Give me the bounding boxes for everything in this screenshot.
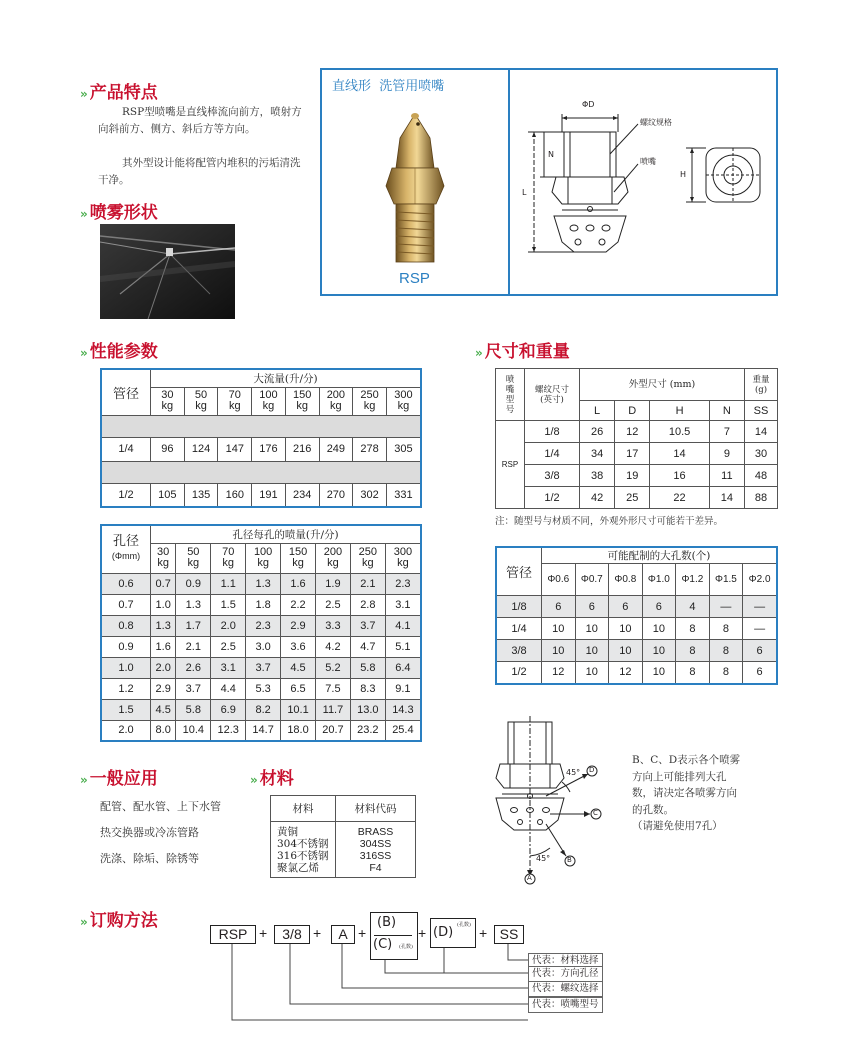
- pressure-value: 250: [358, 546, 378, 558]
- dim-value-cell: 17: [615, 443, 650, 465]
- dim-col-header: D: [615, 401, 650, 421]
- hole-flow-cell: 2.1: [176, 636, 211, 657]
- hole-diameter-cell: 1.5: [101, 699, 151, 720]
- hole-flow-cell: 3.7: [176, 678, 211, 699]
- hole-count-col-header: Φ2.0: [743, 564, 777, 596]
- hole-count-cell: 12: [542, 662, 576, 684]
- application-item: 配管、配水管、上下水管: [100, 800, 221, 813]
- pressure-unit: kg: [397, 400, 410, 412]
- hole-count-cell: 6: [743, 640, 777, 662]
- hole-flow-cell: 8.0: [151, 720, 176, 741]
- hole-flow-cell: 2.8: [350, 594, 385, 615]
- section-marker-icon: »: [80, 346, 86, 360]
- section-marker-icon: »: [475, 346, 481, 360]
- section-marker-icon: »: [80, 207, 86, 221]
- dim-label-N: N: [548, 150, 554, 159]
- dim-value-cell: 88: [745, 487, 778, 509]
- hole-flow-cell: 10.4: [176, 720, 211, 741]
- hole-flow-cell: 8.2: [246, 699, 281, 720]
- flow-cell: 105: [151, 483, 185, 507]
- pressure-value: 200: [326, 389, 346, 401]
- section-marker-icon: »: [250, 773, 256, 787]
- hole-count-pipe-header: 管径: [496, 547, 542, 596]
- flow-cell: 216: [285, 437, 319, 461]
- hole-count-cell: 8: [676, 640, 710, 662]
- hole-count-cell: 10: [642, 618, 676, 640]
- hole-flow-cell: 11.7: [315, 699, 350, 720]
- pressure-unit: kg: [228, 400, 241, 412]
- materials-header-name: 材料: [271, 796, 336, 822]
- order-label-model: 代表：喷嘴型号: [528, 997, 603, 1013]
- label-nozzle: 喷嘴: [640, 157, 656, 166]
- hole-flow-cell: 2.6: [176, 657, 211, 678]
- flow-cell: 331: [386, 483, 421, 507]
- hole-flow-cell: 3.1: [385, 594, 421, 615]
- hole-count-cell: —: [709, 596, 743, 618]
- materials-header-code: 材料代码: [336, 796, 416, 822]
- features-paragraph-1: RSP型喷嘴是直线棒流向前方，喷射方向斜前方、侧方、斜后方等方向。: [98, 106, 302, 135]
- flow-cell: 176: [252, 437, 286, 461]
- direction-D-label: D: [589, 766, 595, 774]
- section-title-spray: » 喷雾形状: [80, 203, 158, 223]
- dim-table-thread-header: 螺纹尺寸 (英寸): [525, 369, 580, 421]
- hole-count-cell: —: [743, 618, 777, 640]
- hole-flow-cell: 4.7: [350, 636, 385, 657]
- order-box-bc: (B) (C) (孔数): [370, 912, 418, 960]
- hole-count-cell: 4: [676, 596, 710, 618]
- angle-label-bottom: 45°: [536, 854, 551, 863]
- hole-diameter-cell: 0.8: [101, 615, 151, 636]
- hole-count-cell: 6: [575, 596, 609, 618]
- order-label-material: 代表：材料选择: [528, 953, 603, 969]
- hole-flow-cell: 5.3: [246, 678, 281, 699]
- hole-flow-cell: 1.6: [151, 636, 176, 657]
- pressure-unit: kg: [362, 557, 374, 569]
- hole-flow-cell: 6.5: [281, 678, 316, 699]
- pressure-unit: kg: [330, 400, 342, 412]
- features-paragraph-2: 其外型设计能将配管内堆积的污垢清洗干净。: [98, 157, 301, 186]
- hole-count-cell: 10: [542, 640, 576, 662]
- flow-table-pipe-header: 管径: [101, 369, 151, 415]
- dim-value-cell: 26: [580, 421, 615, 443]
- hole-flow-cell: 2.9: [151, 678, 176, 699]
- pressure-value: 30: [157, 546, 170, 558]
- hole-flow-cell: 2.5: [211, 636, 246, 657]
- hole-flow-cell: 18.0: [281, 720, 316, 741]
- flow-cell: 124: [184, 437, 218, 461]
- dim-col-header: L: [580, 401, 615, 421]
- hole-flow-cell: 6.4: [385, 657, 421, 678]
- order-plus: +: [358, 925, 367, 941]
- dim-label-H: H: [680, 170, 687, 179]
- hole-flow-cell: 14.7: [246, 720, 281, 741]
- dim-value-cell: 11: [709, 465, 744, 487]
- hole-flow-cell: 2.5: [315, 594, 350, 615]
- hole-count-group-header: 可能配制的大孔数(个): [542, 547, 778, 564]
- order-plus: +: [313, 925, 322, 941]
- dim-value-cell: 14: [709, 487, 744, 509]
- hole-count-cell: 8: [676, 618, 710, 640]
- dim-value-cell: 34: [580, 443, 615, 465]
- pressure-unit: kg: [222, 557, 235, 569]
- hole-count-col-header: Φ0.6: [542, 564, 576, 596]
- pressure-value: 70: [228, 389, 241, 401]
- angle-label-top: 45°: [566, 768, 581, 777]
- order-plus: +: [418, 925, 427, 941]
- dim-label-L: L: [522, 188, 527, 197]
- hole-diameter-cell: 0.6: [101, 573, 151, 594]
- hole-count-cell: 10: [575, 640, 609, 662]
- dim-value-cell: 16: [650, 465, 709, 487]
- dim-col-header: N: [709, 401, 744, 421]
- order-label-thread: 代表：螺纹选择: [528, 981, 603, 997]
- pressure-value: 150: [292, 389, 312, 401]
- dim-thread-cell: 1/8: [525, 421, 580, 443]
- hole-flow-cell: 0.9: [176, 573, 211, 594]
- flow-cell: 96: [151, 437, 185, 461]
- hole-table-group-header: 孔径每孔的喷量(升/分): [151, 525, 422, 543]
- hole-flow-cell: 2.3: [246, 615, 281, 636]
- section-title-dimensions: » 尺寸和重量: [475, 342, 570, 362]
- hole-count-cell: —: [743, 596, 777, 618]
- hole-count-cell: 12: [609, 662, 643, 684]
- hole-flow-cell: 4.1: [385, 615, 421, 636]
- hole-count-cell: 6: [642, 596, 676, 618]
- flow-cell: 278: [353, 437, 387, 461]
- order-box-size: 3/8: [274, 925, 310, 944]
- dim-value-cell: 7: [709, 421, 744, 443]
- dim-value-cell: 25: [615, 487, 650, 509]
- hole-flow-cell: 1.5: [211, 594, 246, 615]
- label-thread-spec: 螺纹规格: [640, 118, 672, 127]
- dim-label-phiD: ΦD: [582, 100, 595, 109]
- hole-flow-cell: 1.0: [151, 594, 176, 615]
- dim-value-cell: 14: [745, 421, 778, 443]
- hole-flow-cell: 4.4: [211, 678, 246, 699]
- flow-cell: 191: [252, 483, 286, 507]
- pressure-value: 100: [259, 389, 278, 401]
- pressure-value: 70: [222, 546, 235, 558]
- order-c-label: (C): [373, 937, 393, 952]
- dim-table-outer-header: 外型尺寸 (mm): [580, 369, 745, 401]
- hole-flow-cell: 25.4: [385, 720, 421, 741]
- hole-flow-cell: 1.6: [281, 573, 316, 594]
- hole-count-cell: 6: [542, 596, 576, 618]
- dim-value-cell: 48: [745, 465, 778, 487]
- flow-cell: 305: [386, 437, 421, 461]
- hole-count-col-header: Φ1.2: [676, 564, 710, 596]
- application-item: 洗涤、除垢、除锈等: [100, 852, 199, 865]
- hole-flow-cell: 9.1: [385, 678, 421, 699]
- order-box-a: A: [331, 925, 355, 944]
- section-title-materials: » 材料: [250, 769, 294, 789]
- hole-flow-cell: 4.5: [281, 657, 316, 678]
- hole-flow-cell: 10.1: [281, 699, 316, 720]
- hole-diameter-cell: 1.0: [101, 657, 151, 678]
- dim-value-cell: 19: [615, 465, 650, 487]
- hole-count-col-header: Φ1.5: [709, 564, 743, 596]
- order-box-d: (D) (孔数): [430, 918, 476, 948]
- hole-table-header: 孔径 (Φmm): [101, 525, 151, 573]
- flow-cell: 135: [184, 483, 218, 507]
- dim-value-cell: 22: [650, 487, 709, 509]
- order-b-label: (B): [377, 915, 397, 930]
- product-title: 直线形 洗管用喷嘴: [332, 79, 445, 94]
- hole-flow-cell: 14.3: [385, 699, 421, 720]
- dim-value-cell: 12: [615, 421, 650, 443]
- section-marker-icon: »: [80, 915, 86, 929]
- flow-cell: 270: [319, 483, 353, 507]
- pressure-unit: kg: [157, 557, 169, 569]
- order-box-rsp: RSP: [210, 925, 256, 944]
- pressure-unit: kg: [262, 400, 275, 412]
- hole-count-cell: 10: [642, 662, 676, 684]
- hole-count-col-header: Φ0.8: [609, 564, 643, 596]
- section-title-performance: » 性能参数: [80, 342, 158, 362]
- hole-flow-cell: 7.5: [315, 678, 350, 699]
- product-model-label: RSP: [399, 270, 430, 287]
- hole-flow-cell: 1.3: [151, 615, 176, 636]
- hole-flow-cell: 1.8: [246, 594, 281, 615]
- dim-table-weight-header: 重量 (g): [745, 369, 778, 401]
- section-title-ordering: » 订购方法: [80, 911, 158, 931]
- hole-count-cell: 8: [709, 662, 743, 684]
- hole-count-cell: 10: [542, 618, 576, 640]
- dim-col-header: H: [650, 401, 709, 421]
- pressure-unit: kg: [257, 557, 269, 569]
- dim-value-cell: 10.5: [650, 421, 709, 443]
- flow-cell: 160: [218, 483, 252, 507]
- hole-flow-cell: 4.2: [315, 636, 350, 657]
- dim-table-model-header: 喷嘴型号: [496, 369, 525, 421]
- pressure-value: 300: [393, 546, 413, 558]
- pressure-unit: kg: [195, 400, 207, 412]
- hole-flow-cell: 3.7: [350, 615, 385, 636]
- hole-flow-cell: 2.3: [385, 573, 421, 594]
- pressure-unit: kg: [161, 400, 174, 412]
- hole-count-cell: 6: [609, 596, 643, 618]
- materials-names: 黄铜 304不锈钢 316不锈钢 聚氯乙烯: [271, 822, 336, 878]
- hole-flow-cell: 13.0: [350, 699, 385, 720]
- hole-flow-cell: 3.1: [211, 657, 246, 678]
- hole-count-cell: 10: [609, 640, 643, 662]
- hole-diameter-cell: 2.0: [101, 720, 151, 741]
- pressure-unit: kg: [363, 400, 376, 412]
- hole-flow-cell: 1.9: [315, 573, 350, 594]
- pressure-value: 100: [253, 546, 273, 558]
- dim-value-cell: 38: [580, 465, 615, 487]
- materials-codes: BRASS 304SS 316SS F4: [336, 822, 416, 878]
- order-box-ss: SS: [494, 925, 524, 944]
- dim-model-cell: RSP: [496, 421, 525, 509]
- flow-table-group-header: 大流量(升/分): [151, 369, 422, 387]
- flow-cell: 234: [285, 483, 319, 507]
- pressure-unit: kg: [327, 557, 339, 569]
- hole-count-cell: 10: [575, 662, 609, 684]
- direction-A-label: A: [527, 874, 532, 882]
- hole-flow-cell: 2.0: [151, 657, 176, 678]
- hole-flow-cell: 2.0: [211, 615, 246, 636]
- hole-flow-cell: 2.1: [350, 573, 385, 594]
- hole-count-size-cell: 1/2: [496, 662, 542, 684]
- hole-flow-cell: 3.7: [246, 657, 281, 678]
- hole-flow-cell: 5.8: [350, 657, 385, 678]
- hole-flow-cell: 5.1: [385, 636, 421, 657]
- hole-flow-cell: 1.1: [211, 573, 246, 594]
- hole-flow-cell: 8.3: [350, 678, 385, 699]
- hole-flow-cell: 1.7: [176, 615, 211, 636]
- hole-count-col-header: Φ0.7: [575, 564, 609, 596]
- hole-count-size-cell: 1/4: [496, 618, 542, 640]
- order-plus: +: [259, 925, 268, 941]
- dim-value-cell: 30: [745, 443, 778, 465]
- section-marker-icon: »: [80, 773, 86, 787]
- hole-flow-cell: 5.8: [176, 699, 211, 720]
- pressure-unit: kg: [292, 557, 304, 569]
- hole-flow-cell: 0.7: [151, 573, 176, 594]
- dim-thread-cell: 1/2: [525, 487, 580, 509]
- hole-flow-cell: 6.9: [211, 699, 246, 720]
- dim-value-cell: 42: [580, 487, 615, 509]
- pressure-unit: kg: [187, 557, 200, 569]
- application-item: 热交换器或冷冻管路: [100, 826, 199, 839]
- section-title-applications: » 一般应用: [80, 769, 158, 789]
- hole-flow-cell: 1.3: [176, 594, 211, 615]
- hole-flow-cell: 2.9: [281, 615, 316, 636]
- hole-flow-cell: 12.3: [211, 720, 246, 741]
- section-marker-icon: »: [80, 87, 86, 101]
- direction-C-label: C: [593, 809, 598, 817]
- section-title-features: » 产品特点: [80, 83, 158, 103]
- flow-row-size: 1/2: [101, 483, 151, 507]
- flow-cell: 249: [319, 437, 353, 461]
- hole-count-cell: 10: [642, 640, 676, 662]
- hole-flow-cell: 3.0: [246, 636, 281, 657]
- order-plus: +: [479, 925, 488, 941]
- hole-count-cell: 8: [676, 662, 710, 684]
- dimension-note: 注：随型号与材质不同，外观外形尺寸可能若干差异。: [495, 516, 724, 527]
- pressure-value: 200: [323, 546, 343, 558]
- flow-cell: 147: [218, 437, 252, 461]
- dim-thread-cell: 3/8: [525, 465, 580, 487]
- hole-count-size-cell: 1/8: [496, 596, 542, 618]
- pressure-value: 50: [187, 546, 200, 558]
- hole-count-size-cell: 3/8: [496, 640, 542, 662]
- hole-diameter-cell: 0.9: [101, 636, 151, 657]
- dim-thread-cell: 1/4: [525, 443, 580, 465]
- pressure-value: 300: [394, 389, 413, 401]
- pressure-value: 50: [194, 389, 208, 401]
- hole-flow-cell: 2.2: [281, 594, 316, 615]
- direction-explanation: B、C、D表示各个喷雾 方向上可能排列大孔 数，请决定各喷雾方向 的孔数。 （请避免使用7孔）: [632, 754, 741, 832]
- hole-count-cell: 8: [709, 618, 743, 640]
- flow-row-size: 1/4: [101, 437, 151, 461]
- hole-flow-cell: 3.6: [281, 636, 316, 657]
- hole-count-col-header: Φ1.0: [642, 564, 676, 596]
- hole-count-cell: 6: [743, 662, 777, 684]
- hole-flow-cell: 3.3: [315, 615, 350, 636]
- hole-flow-cell: 1.3: [246, 573, 281, 594]
- order-label-direction: 代表：方向孔径: [528, 966, 603, 982]
- order-d-label: (D): [433, 925, 454, 940]
- dim-col-header: SS: [745, 401, 778, 421]
- direction-B-label: B: [567, 856, 572, 864]
- hole-count-cell: 8: [709, 640, 743, 662]
- pressure-unit: kg: [397, 557, 409, 569]
- hole-flow-cell: 23.2: [350, 720, 385, 741]
- flow-cell: 302: [353, 483, 387, 507]
- hole-flow-cell: 4.5: [151, 699, 176, 720]
- pressure-value: 250: [360, 389, 379, 401]
- dim-value-cell: 14: [650, 443, 709, 465]
- hole-count-cell: 10: [575, 618, 609, 640]
- hole-flow-cell: 5.2: [315, 657, 350, 678]
- hole-count-cell: 10: [609, 618, 643, 640]
- pressure-value: 30: [161, 389, 174, 401]
- hole-diameter-cell: 1.2: [101, 678, 151, 699]
- pressure-value: 150: [288, 546, 308, 558]
- hole-diameter-cell: 0.7: [101, 594, 151, 615]
- dim-value-cell: 9: [709, 443, 744, 465]
- pressure-unit: kg: [296, 400, 308, 412]
- hole-flow-cell: 20.7: [315, 720, 350, 741]
